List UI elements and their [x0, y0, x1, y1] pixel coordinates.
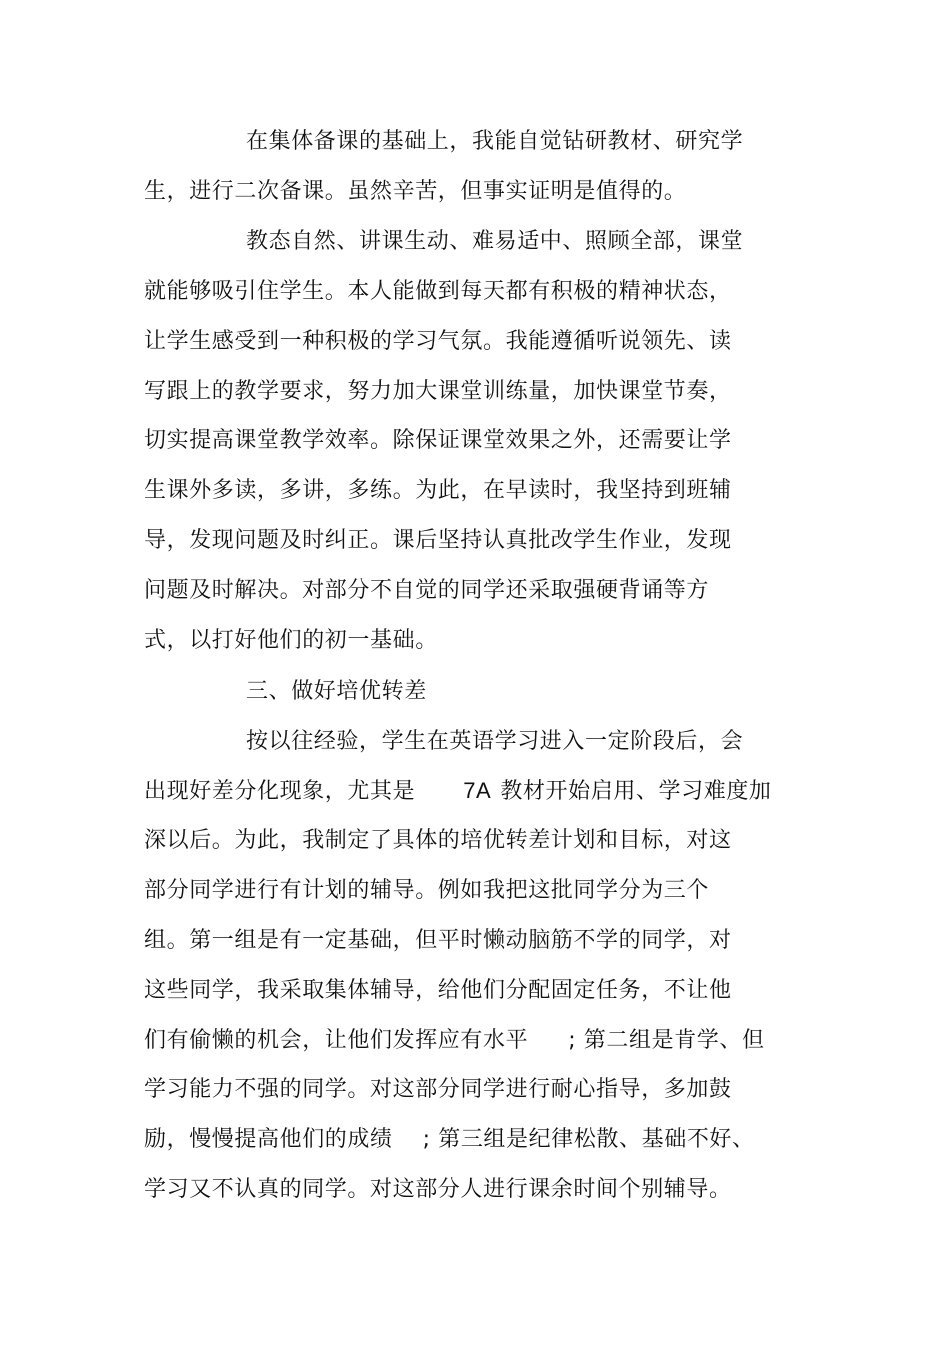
- paragraph-3-line-7: [144, 1026, 765, 1056]
- paragraph-3-line-10: 学习又不认真的同学。对这部分人进行课余时间个别辅导。: [144, 1177, 732, 1202]
- paragraph-3-line-2-part-3: 教材开始启用、学习难度加: [500, 779, 772, 804]
- paragraph-2-line-5: 切实提高课堂教学效率。除保证课堂效果之外，还需要让学: [144, 428, 732, 453]
- paragraph-2-line-1: 教态自然、讲课生动、难易适中、照顾全部，课堂: [246, 229, 744, 254]
- paragraph-1-line-1: 在集体备课的基础上，我能自觉钻研教材、研究学: [246, 129, 744, 154]
- paragraph-2-line-4: 写跟上的教学要求，努力加大课堂训练量，加快课堂节奏，: [144, 379, 732, 404]
- paragraph-3-line-7-part-2: ; 第二组是肯学、但: [568, 1028, 765, 1053]
- paragraph-3-line-9: [144, 1125, 755, 1155]
- paragraph-2-line-2: 就能够吸引住学生。本人能做到每天都有积极的精神状态，: [144, 279, 732, 304]
- paragraph-3-line-6: 这些同学，我采取集体辅导，给他们分配固定任务，不让他: [144, 978, 732, 1003]
- paragraph-3-line-7-part-1: 们有偷懒的机会，让他们发挥应有水平: [144, 1028, 529, 1053]
- paragraph-3-line-1: 按以往经验，学生在英语学习进入一定阶段后，会: [246, 729, 744, 754]
- paragraph-2-line-8: 问题及时解决。对部分不自觉的同学还采取强硬背诵等方: [144, 578, 710, 603]
- section-heading: 三、做好培优转差: [246, 679, 427, 704]
- textbook-code: 7A: [463, 778, 492, 803]
- paragraph-2-line-9: 式，以打好他们的初一基础。: [144, 628, 438, 653]
- paragraph-3-line-2-part-1: 出现好差分化现象，尤其是: [144, 779, 416, 804]
- paragraph-3-line-8: 学习能力不强的同学。对这部分同学进行耐心指导，多加鼓: [144, 1077, 732, 1102]
- paragraph-3-line-3: 深以后。为此，我制定了具体的培优转差计划和目标，对这: [144, 828, 732, 853]
- paragraph-1-line-2: 生，进行二次备课。虽然辛苦，但事实证明是值得的。: [144, 179, 687, 204]
- paragraph-2-line-3: 让学生感受到一种积极的学习气氛。我能遵循听说领先、读: [144, 329, 732, 354]
- paragraph-3-line-5: 组。第一组是有一定基础，但平时懒动脑筋不学的同学，对: [144, 928, 732, 953]
- paragraph-3-line-9-part-1: 励，慢慢提高他们的成绩: [144, 1127, 393, 1152]
- paragraph-3-line-9-part-2: ; 第三组是纪律松散、基础不好、: [422, 1127, 755, 1152]
- paragraph-3-line-4: 部分同学进行有计划的辅导。例如我把这批同学分为三个: [144, 878, 710, 903]
- paragraph-2-line-6: 生课外多读，多讲，多练。为此，在早读时，我坚持到班辅: [144, 478, 732, 503]
- paragraph-2-line-7: 导，发现问题及时纠正。课后坚持认真批改学生作业，发现: [144, 528, 732, 553]
- paragraph-3-line-2: [144, 776, 772, 807]
